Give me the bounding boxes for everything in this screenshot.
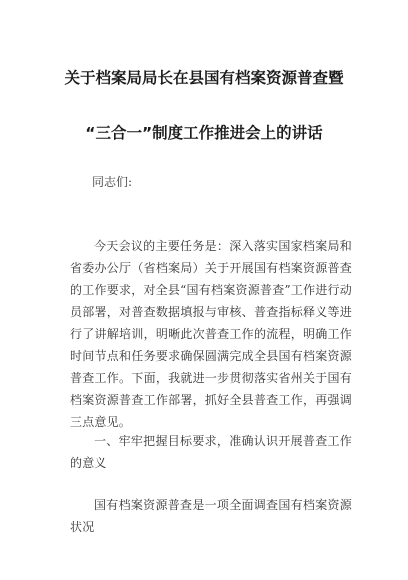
document-title-line-2: “三合一”制度工作推进会上的讲话 [85,124,323,142]
salutation: 同志们: [92,175,133,189]
document-title-line-1: 关于档案局局长在县国有档案资源普查暨 [64,69,344,87]
section-heading-1: 一、牢牢把握目标要求，准确认识开展普查工作的意义 [70,434,352,470]
body-paragraph-2: 国有档案资源普查是一项全面调查国有档案资源状况 [70,498,352,534]
body-paragraph-1: 今天会议的主要任务是：深入落实国家档案局和省委办公厅（省档案局）关于开展国有档案资源普查的工作要求，对全县“国有档案资源普查”工作进行动员部署，对普查数据填报与审核、普查指标释义等进行了讲解培训，明晰此次普查工作的流程，明确工作时间节点和任务要求确保圆满完成全县国有档案资源普查工作。下面，我就进一步贯彻落实省州关于国有档案资源普查工作部署，抓好全县普查工作，再强调三点意见。 [70,239,352,429]
